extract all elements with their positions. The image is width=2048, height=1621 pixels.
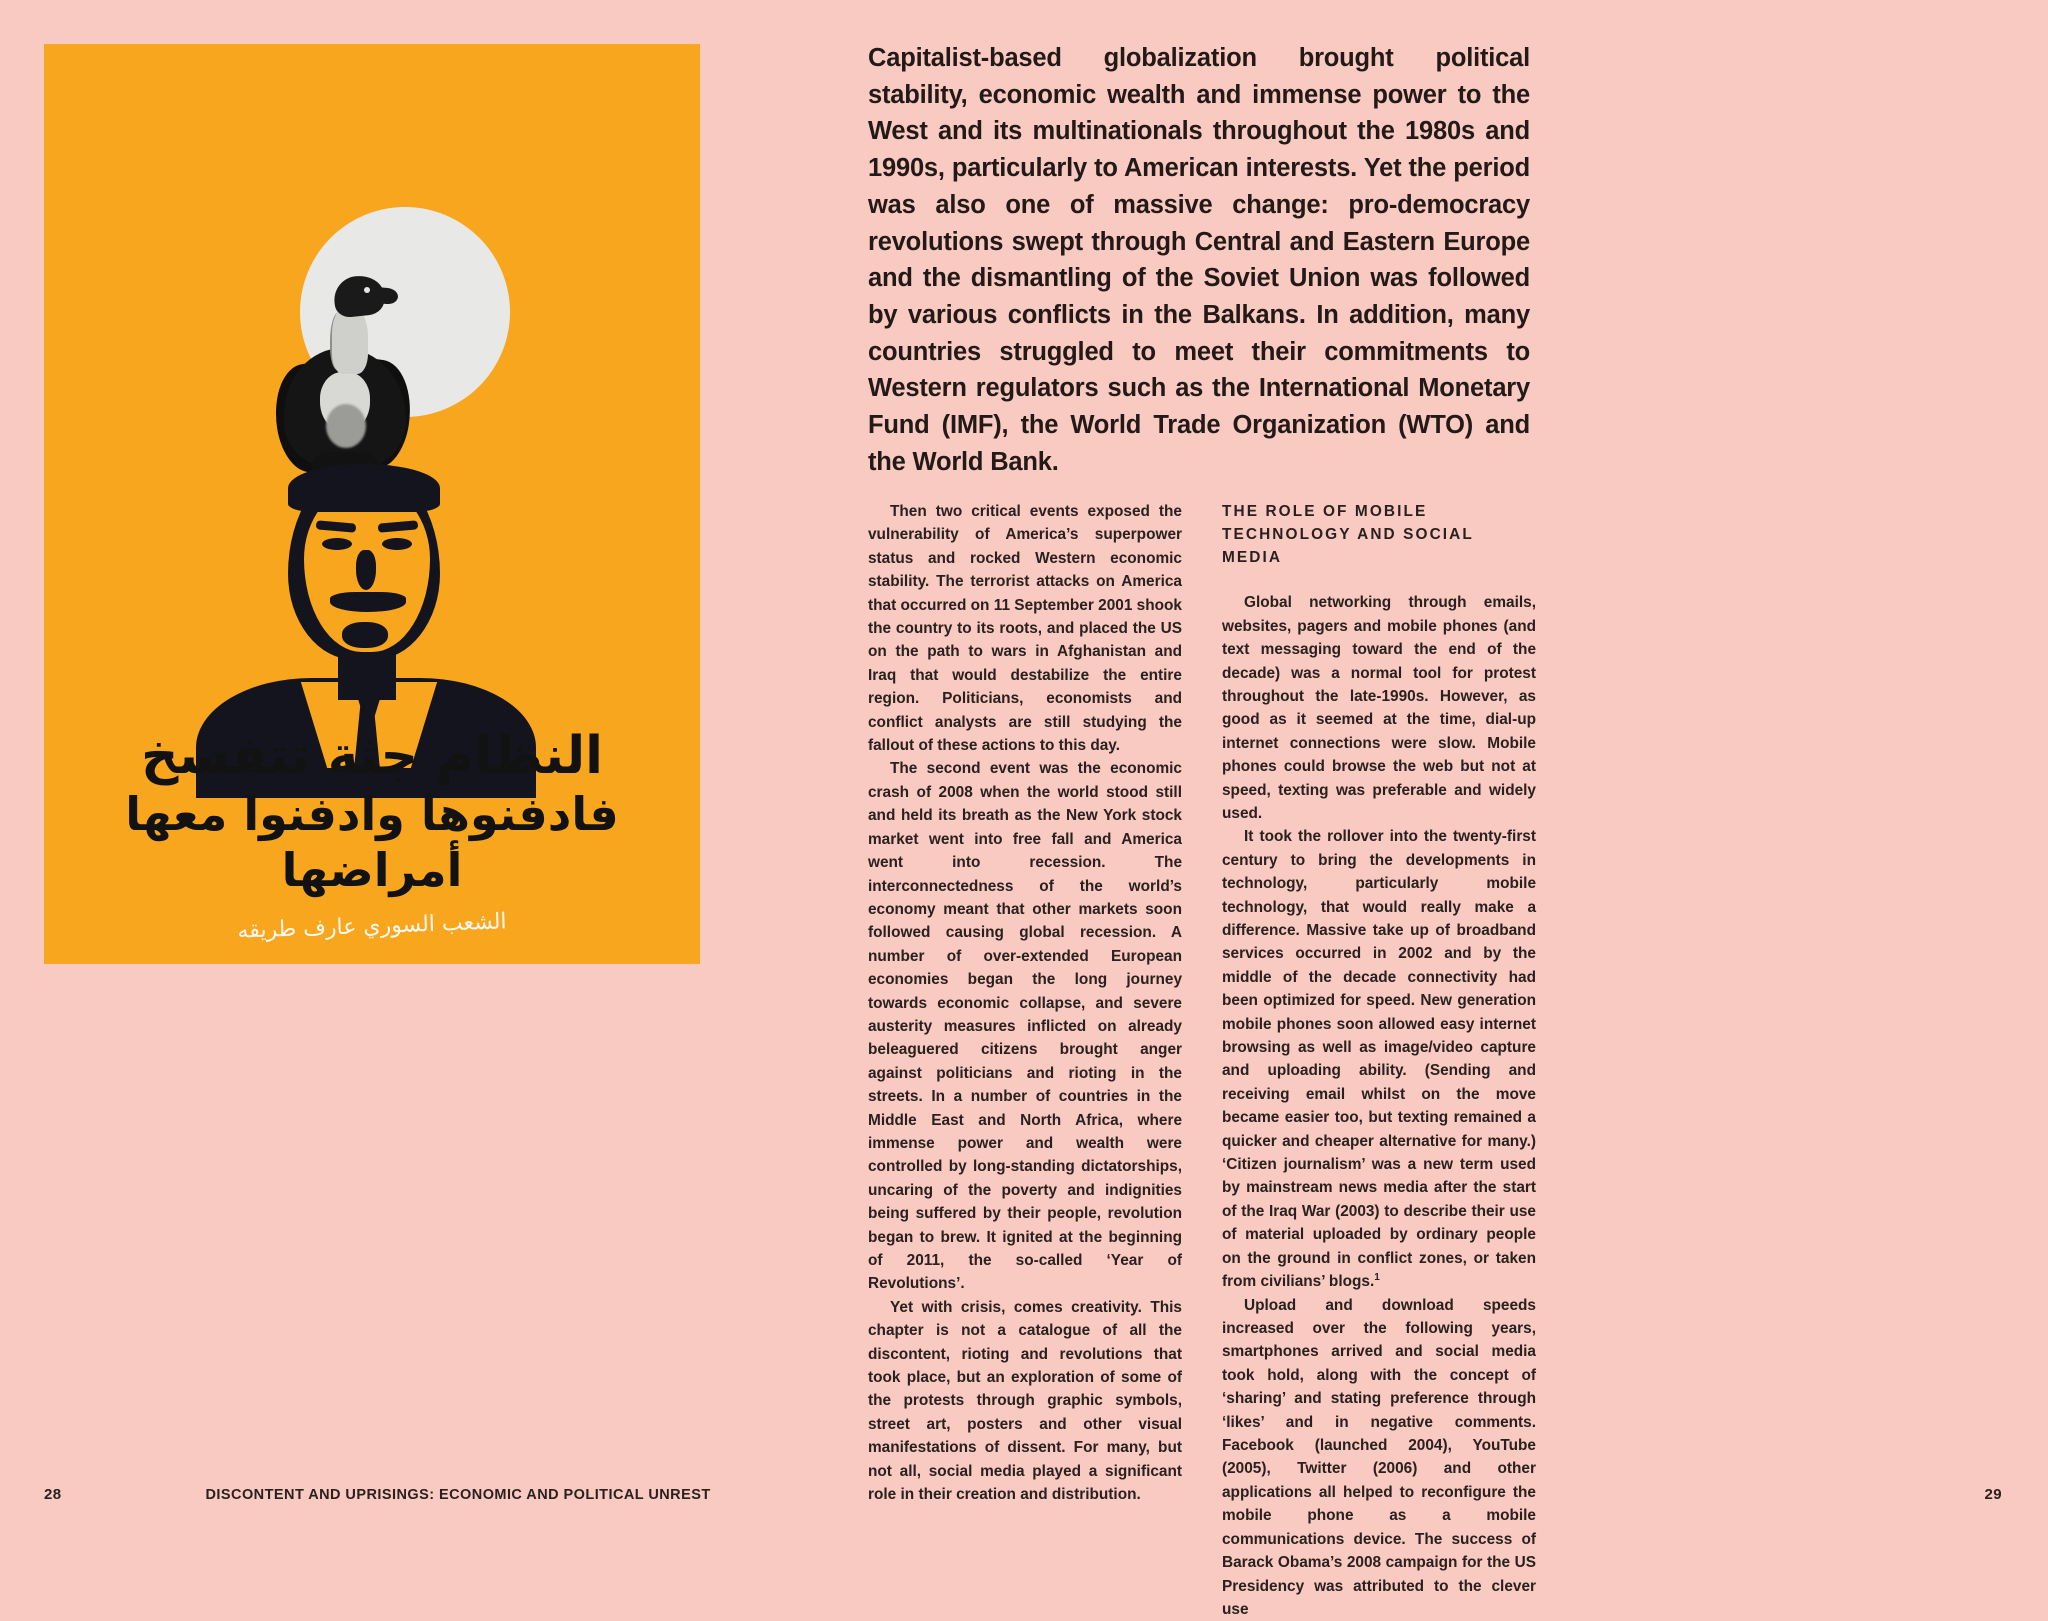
page-number-left: 28: [44, 1486, 62, 1503]
column-right-text: [1222, 591, 1536, 1621]
vulture-beak: [375, 287, 399, 305]
vulture-illustration: [272, 276, 418, 496]
paragraph: Global networking through emails, websites, pagers and mobile phones (and text messaging toward the end of the decade) was a normal tool for protest throughout the late-1990s. However, as good as it seemed at the time, dial-up internet connections were slow. Mobile phones could browse the web but not at speed, texting was preferable and widely used.: [1222, 594, 1536, 822]
intro-standfirst: Capitalist-based globalization brought political stability, economic wealth and immense power to the West and its multinationals throughout the 1980s and 1990s, particularly to American interests. Yet the period was also one of massive change: pro-democracy revolutions swept through Central and Eastern Europe and the dismantling of the Soviet Union was followed by various conflicts in the Balkans. In addition, many countries struggled to meet their commitments to Western regulators such as the International Monetary Fund (IMF), the World Trade Organization (WTO) and the World Bank.: [868, 44, 1530, 476]
poster-slogan-line-1: النظام جثة تتفسخ: [141, 726, 603, 786]
poster-slogan: [66, 726, 678, 898]
poster-slogan-line-2: فادفنوها وادفنوا معها أمراضها: [125, 787, 619, 897]
page-number-right: 29: [1984, 1486, 2002, 1503]
column-left-text: [868, 500, 1182, 1506]
paragraph: Then two critical events exposed the vulnerability of America’s superpower status and rocked Western economic stability. The terrorist attacks on America that occurred on 11 September 2001 shook the country to its roots, and placed the US on the path to wars in Afghanistan and Iraq that would destabilize the entire region. Politicians, economists and conflict analysts are still studying the fallout of these actions to this day.: [868, 503, 1182, 755]
right-page: [868, 0, 2048, 1618]
section-heading: THE ROLE OF MOBILE TECHNOLOGY AND SOCIAL MEDIA: [1222, 503, 1474, 567]
portrait-hair: [288, 464, 440, 512]
portrait-moustache: [330, 592, 406, 612]
column-left: [868, 500, 1182, 1621]
paragraph: Yet with crisis, comes creativity. This chapter is not a catalogue of all the discontent, rioting and revolutions that took place, but an exploration of some of the protests through graphic symbols, street art, posters and other visual manifestations of dissent. For many, but not all, social media played a significant role in their creation and distribution.: [868, 1298, 1182, 1504]
portrait-eye-left: [322, 538, 352, 550]
poster-credit: الشعب السوري عارف طريقه: [237, 909, 507, 944]
footnote-marker: 1: [1374, 1272, 1380, 1284]
portrait-nose: [356, 550, 376, 590]
vulture-breast-shadow: [326, 404, 366, 448]
column-right: [1222, 500, 1536, 1621]
running-head: DISCONTENT AND UPRISINGS: ECONOMIC AND POLITICAL UNREST: [205, 1487, 711, 1503]
body-columns: [868, 500, 1536, 1621]
paragraph: The second event was the economic crash of 2008 when the world stood still and held its breath as the New York stock market went into free fall and America went into recession. The interconnectedness of the world’s economy meant that other markets soon followed causing global recession. A number of over-extended European economies began the long journey towards economic collapse, and severe austerity measures inflicted on already beleaguered citizens brought anger against politicians and rioting in the streets. In a number of countries in the Middle East and North Africa, where immense power and wealth were controlled by long-standing dictatorships, uncaring of the poverty and indignities being suffered by their people, revolution began to brew. It ignited at the beginning of 2011, the so-called ‘Year of Revolutions’.: [868, 760, 1182, 1293]
portrait-eye-right: [382, 538, 412, 550]
portrait-chin: [342, 622, 388, 648]
vulture-eye: [364, 287, 370, 293]
poster-image: [44, 44, 700, 964]
left-page-footer: [44, 1486, 711, 1503]
paragraph: Upload and download speeds increased over the following years, smartphones arrived and social media took hold, along with the concept of ‘sharing’ and stating preference through ‘likes’ and in negative comments. Facebook (launched 2004), YouTube (2005), Twitter (2006) and other applications all helped to reconfigure the mobile phone as a mobile communications device. The success of Barack Obama’s 2008 campaign for the US Presidency was attributed to the clever use: [1222, 1296, 1536, 1618]
paragraph-text: It took the rollover into the twenty-first century to bring the developments in technology, particularly mobile technology, that would really make a difference. Massive take up of broadband services occurred in 2002 and by the middle of the decade connectivity had been optimized for speed. New generation mobile phones soon allowed easy internet browsing as well as image/video capture and uploading ability. (Sending and receiving email whilst on the move became easier too, but texting remained a quicker and cheaper alternative for many.) ‘Citizen journalism’ was a new term used by mainstream news media after the start of the Iraq War (2003) to describe their use of material uploaded by ordinary people on the ground in conflict zones, or taken from civilians’ blogs.: [1222, 828, 1536, 1291]
right-page-footer: [1985, 1486, 2003, 1504]
paragraph: [1222, 825, 1536, 1293]
